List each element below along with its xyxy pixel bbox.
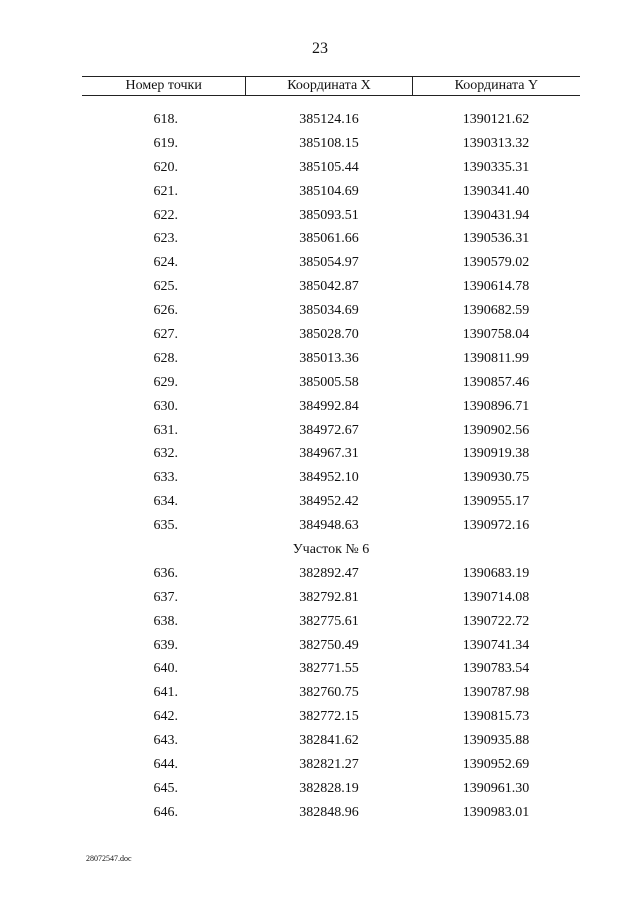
table-header <box>82 76 580 96</box>
coordinate-x-cell: 385034.69 <box>299 303 359 319</box>
point-number-cell: 619. <box>153 135 178 151</box>
table-row <box>82 777 580 801</box>
coordinate-x-cell: 384967.31 <box>299 446 359 462</box>
section-label: Участок № 6 <box>292 541 370 557</box>
point-number-cell: 625. <box>153 279 178 295</box>
coordinate-x-cell: 384952.42 <box>299 494 359 510</box>
coordinate-x-cell: 382775.61 <box>299 613 359 629</box>
coordinate-x-cell: 385104.69 <box>299 183 359 199</box>
coordinate-x-cell: 382772.15 <box>299 709 359 725</box>
coordinate-y-cell: 1390815.73 <box>462 709 530 725</box>
table-row <box>82 586 580 610</box>
coordinate-x-cell: 384972.67 <box>299 422 359 438</box>
coordinate-y-cell: 1390811.99 <box>463 350 529 366</box>
point-number-cell: 620. <box>153 159 178 175</box>
table-row <box>82 442 580 466</box>
table-row <box>82 132 580 156</box>
point-number-cell: 618. <box>153 111 178 127</box>
header-coordinate-y: Координата Y <box>454 78 539 93</box>
header-coordinate-x: Координата X <box>246 77 412 95</box>
table-row <box>82 275 580 299</box>
point-number-cell: 637. <box>153 589 178 605</box>
table-row <box>82 395 580 419</box>
point-number-cell: 639. <box>153 637 178 653</box>
coordinate-x-cell: 382771.55 <box>299 661 359 677</box>
coordinate-y-cell: 1390313.32 <box>462 135 530 151</box>
table-row <box>82 419 580 443</box>
coordinate-x-cell: 382760.75 <box>299 685 359 701</box>
point-number-cell: 624. <box>153 255 178 271</box>
table-row <box>82 466 580 490</box>
coordinate-y-cell: 1390431.94 <box>462 207 530 223</box>
table-row <box>82 705 580 729</box>
coordinate-x-cell: 385005.58 <box>299 374 359 390</box>
table-row <box>82 729 580 753</box>
table-row <box>82 204 580 228</box>
table-row <box>82 251 580 275</box>
point-number-cell: 640. <box>153 661 178 677</box>
point-number-cell: 623. <box>153 231 178 247</box>
point-number-cell: 645. <box>153 780 178 796</box>
table-row <box>82 514 580 538</box>
point-number-cell: 643. <box>153 733 178 749</box>
coordinate-y-cell: 1390783.54 <box>462 661 530 677</box>
table-row <box>82 108 580 132</box>
table-row <box>82 347 580 371</box>
coordinate-x-cell: 382892.47 <box>299 565 359 581</box>
point-number-cell: 634. <box>153 494 178 510</box>
page-number: 23 <box>312 40 328 57</box>
coordinate-x-cell: 385105.44 <box>299 159 359 175</box>
coordinate-x-cell: 385108.15 <box>299 135 359 151</box>
coordinate-y-cell: 1390857.46 <box>462 374 530 390</box>
point-number-cell: 631. <box>153 422 178 438</box>
coordinate-y-cell: 1390896.71 <box>462 398 530 414</box>
coordinate-y-cell: 1390121.62 <box>462 111 530 127</box>
coordinate-x-cell: 385061.66 <box>299 231 359 247</box>
coordinate-x-cell: 385124.16 <box>299 111 359 127</box>
footer-filename: 28072547.doc <box>86 854 132 863</box>
table-body <box>82 108 580 825</box>
coordinate-y-cell: 1390614.78 <box>462 279 530 295</box>
coordinate-y-cell: 1390952.69 <box>462 756 530 772</box>
point-number-cell: 628. <box>153 350 178 366</box>
coordinate-y-cell: 1390683.19 <box>462 565 530 581</box>
coordinate-y-cell: 1390902.56 <box>462 422 530 438</box>
coordinate-y-cell: 1390682.59 <box>462 303 530 319</box>
table-row <box>82 801 580 825</box>
coordinate-x-cell: 382848.96 <box>299 804 359 820</box>
point-number-cell: 630. <box>153 398 178 414</box>
coordinate-x-cell: 385093.51 <box>299 207 359 223</box>
coordinate-x-cell: 385028.70 <box>299 326 359 342</box>
coordinate-y-cell: 1390955.17 <box>462 494 530 510</box>
coordinate-y-cell: 1390335.31 <box>462 159 530 175</box>
coordinate-x-cell: 384948.63 <box>299 518 359 534</box>
table-row <box>82 180 580 204</box>
point-number-cell: 644. <box>153 756 178 772</box>
table-row <box>82 490 580 514</box>
coordinate-y-cell: 1390930.75 <box>462 470 530 486</box>
point-number-cell: 642. <box>153 709 178 725</box>
table-row <box>82 610 580 634</box>
point-number-cell: 621. <box>153 183 178 199</box>
coordinate-x-cell: 385042.87 <box>299 279 359 295</box>
coordinate-y-cell: 1390341.40 <box>462 183 530 199</box>
point-number-cell: 629. <box>153 374 178 390</box>
point-number-cell: 627. <box>153 326 178 342</box>
point-number-cell: 636. <box>153 565 178 581</box>
table-row <box>82 323 580 347</box>
coordinate-x-cell: 385054.97 <box>299 255 359 271</box>
point-number-cell: 641. <box>153 685 178 701</box>
coordinate-x-cell: 382821.27 <box>299 756 359 772</box>
coordinate-y-cell: 1390741.34 <box>462 637 530 653</box>
table-row <box>82 156 580 180</box>
coordinate-x-cell: 382828.19 <box>299 780 359 796</box>
point-number-cell: 626. <box>153 303 178 319</box>
coordinate-y-cell: 1390536.31 <box>462 231 530 247</box>
coordinate-x-cell: 382750.49 <box>299 637 359 653</box>
coordinate-y-cell: 1390935.88 <box>462 733 530 749</box>
table-row <box>82 227 580 251</box>
table-row <box>82 562 580 586</box>
header-point-number: Номер точки <box>82 77 246 95</box>
point-number-cell: 638. <box>153 613 178 629</box>
coordinate-y-cell: 1390972.16 <box>462 518 530 534</box>
coordinate-x-cell: 382841.62 <box>299 733 359 749</box>
coordinate-x-cell: 384952.10 <box>299 470 359 486</box>
coordinate-y-cell: 1390787.98 <box>462 685 530 701</box>
coordinate-x-cell: 382792.81 <box>299 589 359 605</box>
point-number-cell: 632. <box>153 446 178 462</box>
coordinate-y-cell: 1390758.04 <box>462 326 530 342</box>
table-row <box>82 657 580 681</box>
point-number-cell: 635. <box>153 518 178 534</box>
point-number-cell: 622. <box>153 207 178 223</box>
coordinate-y-cell: 1390722.72 <box>462 613 530 629</box>
coordinate-x-cell: 384992.84 <box>299 398 359 414</box>
table-row <box>82 299 580 323</box>
point-number-cell: 633. <box>153 470 178 486</box>
point-number-cell: 646. <box>153 804 178 820</box>
coordinate-y-cell: 1390919.38 <box>462 446 530 462</box>
table-row <box>82 371 580 395</box>
coordinate-y-cell: 1390983.01 <box>462 804 530 820</box>
coordinates-table <box>82 76 580 825</box>
coordinate-y-cell: 1390714.08 <box>462 589 530 605</box>
table-row <box>82 681 580 705</box>
coordinate-y-cell: 1390579.02 <box>462 255 530 271</box>
coordinate-x-cell: 385013.36 <box>299 350 359 366</box>
table-row <box>82 753 580 777</box>
coordinate-y-cell: 1390961.30 <box>462 780 530 796</box>
table-row <box>82 634 580 658</box>
